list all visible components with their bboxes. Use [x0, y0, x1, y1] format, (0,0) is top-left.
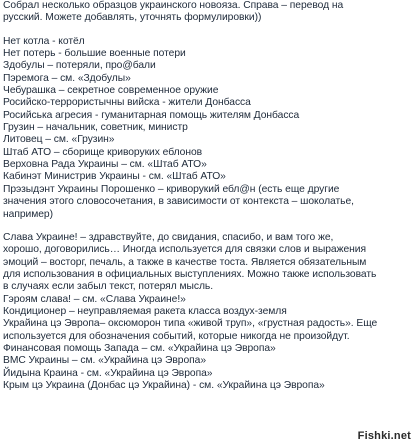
- paragraph-gap: [3, 221, 411, 232]
- glossary-paragraph: [3, 232, 411, 392]
- glossary-entry: Прэзыдэнт Украины Порошенко – криворукий ебл@н (есть еще другие: [3, 183, 340, 195]
- glossary-entry: Пэремога – см. «Здобулы»: [3, 72, 131, 84]
- glossary-entry: Грузин – начальник, советник, министр: [3, 122, 188, 134]
- paragraph-line: ВМС Украины – см. «Украйина цэ Эвропа»: [3, 355, 207, 367]
- glossary-entry: Нет потерь - большие военные потери: [3, 48, 186, 60]
- intro-line: русский. Можете добавлять, уточнять формулировки)): [3, 12, 262, 24]
- paragraph-line: Йидына Краина - см. «Украйина цэ Эвропа»: [3, 367, 213, 379]
- paragraph-line: используется для обозначения событий, которые никогда не произойдут.: [3, 330, 350, 342]
- paragraph-line: Кондиционер – неуправляемая ракета класса воздух-земля: [3, 305, 287, 317]
- intro-line: Собрал несколько образцов украинского новояза. Справа – перевод на: [3, 0, 344, 11]
- watermark-logo: Fishki.net: [357, 430, 411, 442]
- glossary-entry: значения этого словосочетания, в зависимости от контекста – шоколатье,: [3, 196, 354, 208]
- paragraph-line: Гэроям слава! – см. «Слава Украине!»: [3, 293, 186, 305]
- post-text: [3, 0, 411, 392]
- glossary-entry: Кабинэт Министрив Украины - см. «Штаб АТО»: [3, 171, 226, 183]
- glossary-entry: например): [3, 208, 53, 220]
- paragraph-line: эмоций – восторг, печаль, а также в качестве тоста. Является обязательным: [3, 256, 367, 268]
- glossary-list: [3, 36, 411, 221]
- paragraph-gap: [3, 25, 411, 36]
- paragraph-line: Слава Украине! – здравствуйте, до свидания, спасибо, и вам того же,: [3, 231, 334, 243]
- glossary-entry: Нет котла - котёл: [3, 35, 85, 47]
- glossary-entry: Литовец – см. «Грузин»: [3, 134, 115, 146]
- glossary-entry: Верховна Рада Украины – см. «Штаб АТО»: [3, 159, 207, 171]
- paragraph-line: в случаях если забыл текст, потерял мысль.: [3, 281, 214, 293]
- paragraph-line: для использования в официальных выступлениях. Можно также использовать: [3, 268, 377, 280]
- paragraph-line: Финансовая помощь Запада – см. «Украйина цэ Эвропа»: [3, 342, 276, 354]
- glossary-entry: Росийська агресия - гуманитарная помощь жителям Донбасса: [3, 109, 300, 121]
- glossary-entry: Росийско-террористычны вийска - жители Донбасса: [3, 97, 251, 109]
- glossary-entry: Чебурашка – секретное современное оружие: [3, 85, 219, 97]
- paragraph-line: Украйина цэ Эвропа– оксюморон типа «живой труп», «грустная радость». Еще: [3, 318, 378, 330]
- glossary-entry: Штаб АТО – сборище криворуких еблонов: [3, 146, 203, 158]
- paragraph-line: Крым цэ Украина (Донбас цэ Украйина) - см. «Украйина цэ Эвропа»: [3, 379, 325, 391]
- glossary-entry: Здобулы – потеряли, про@бали: [3, 60, 156, 72]
- intro-block: [3, 0, 411, 25]
- paragraph-line: хорошо, договорились… Иногда используется для связки слов и выражения: [3, 244, 366, 256]
